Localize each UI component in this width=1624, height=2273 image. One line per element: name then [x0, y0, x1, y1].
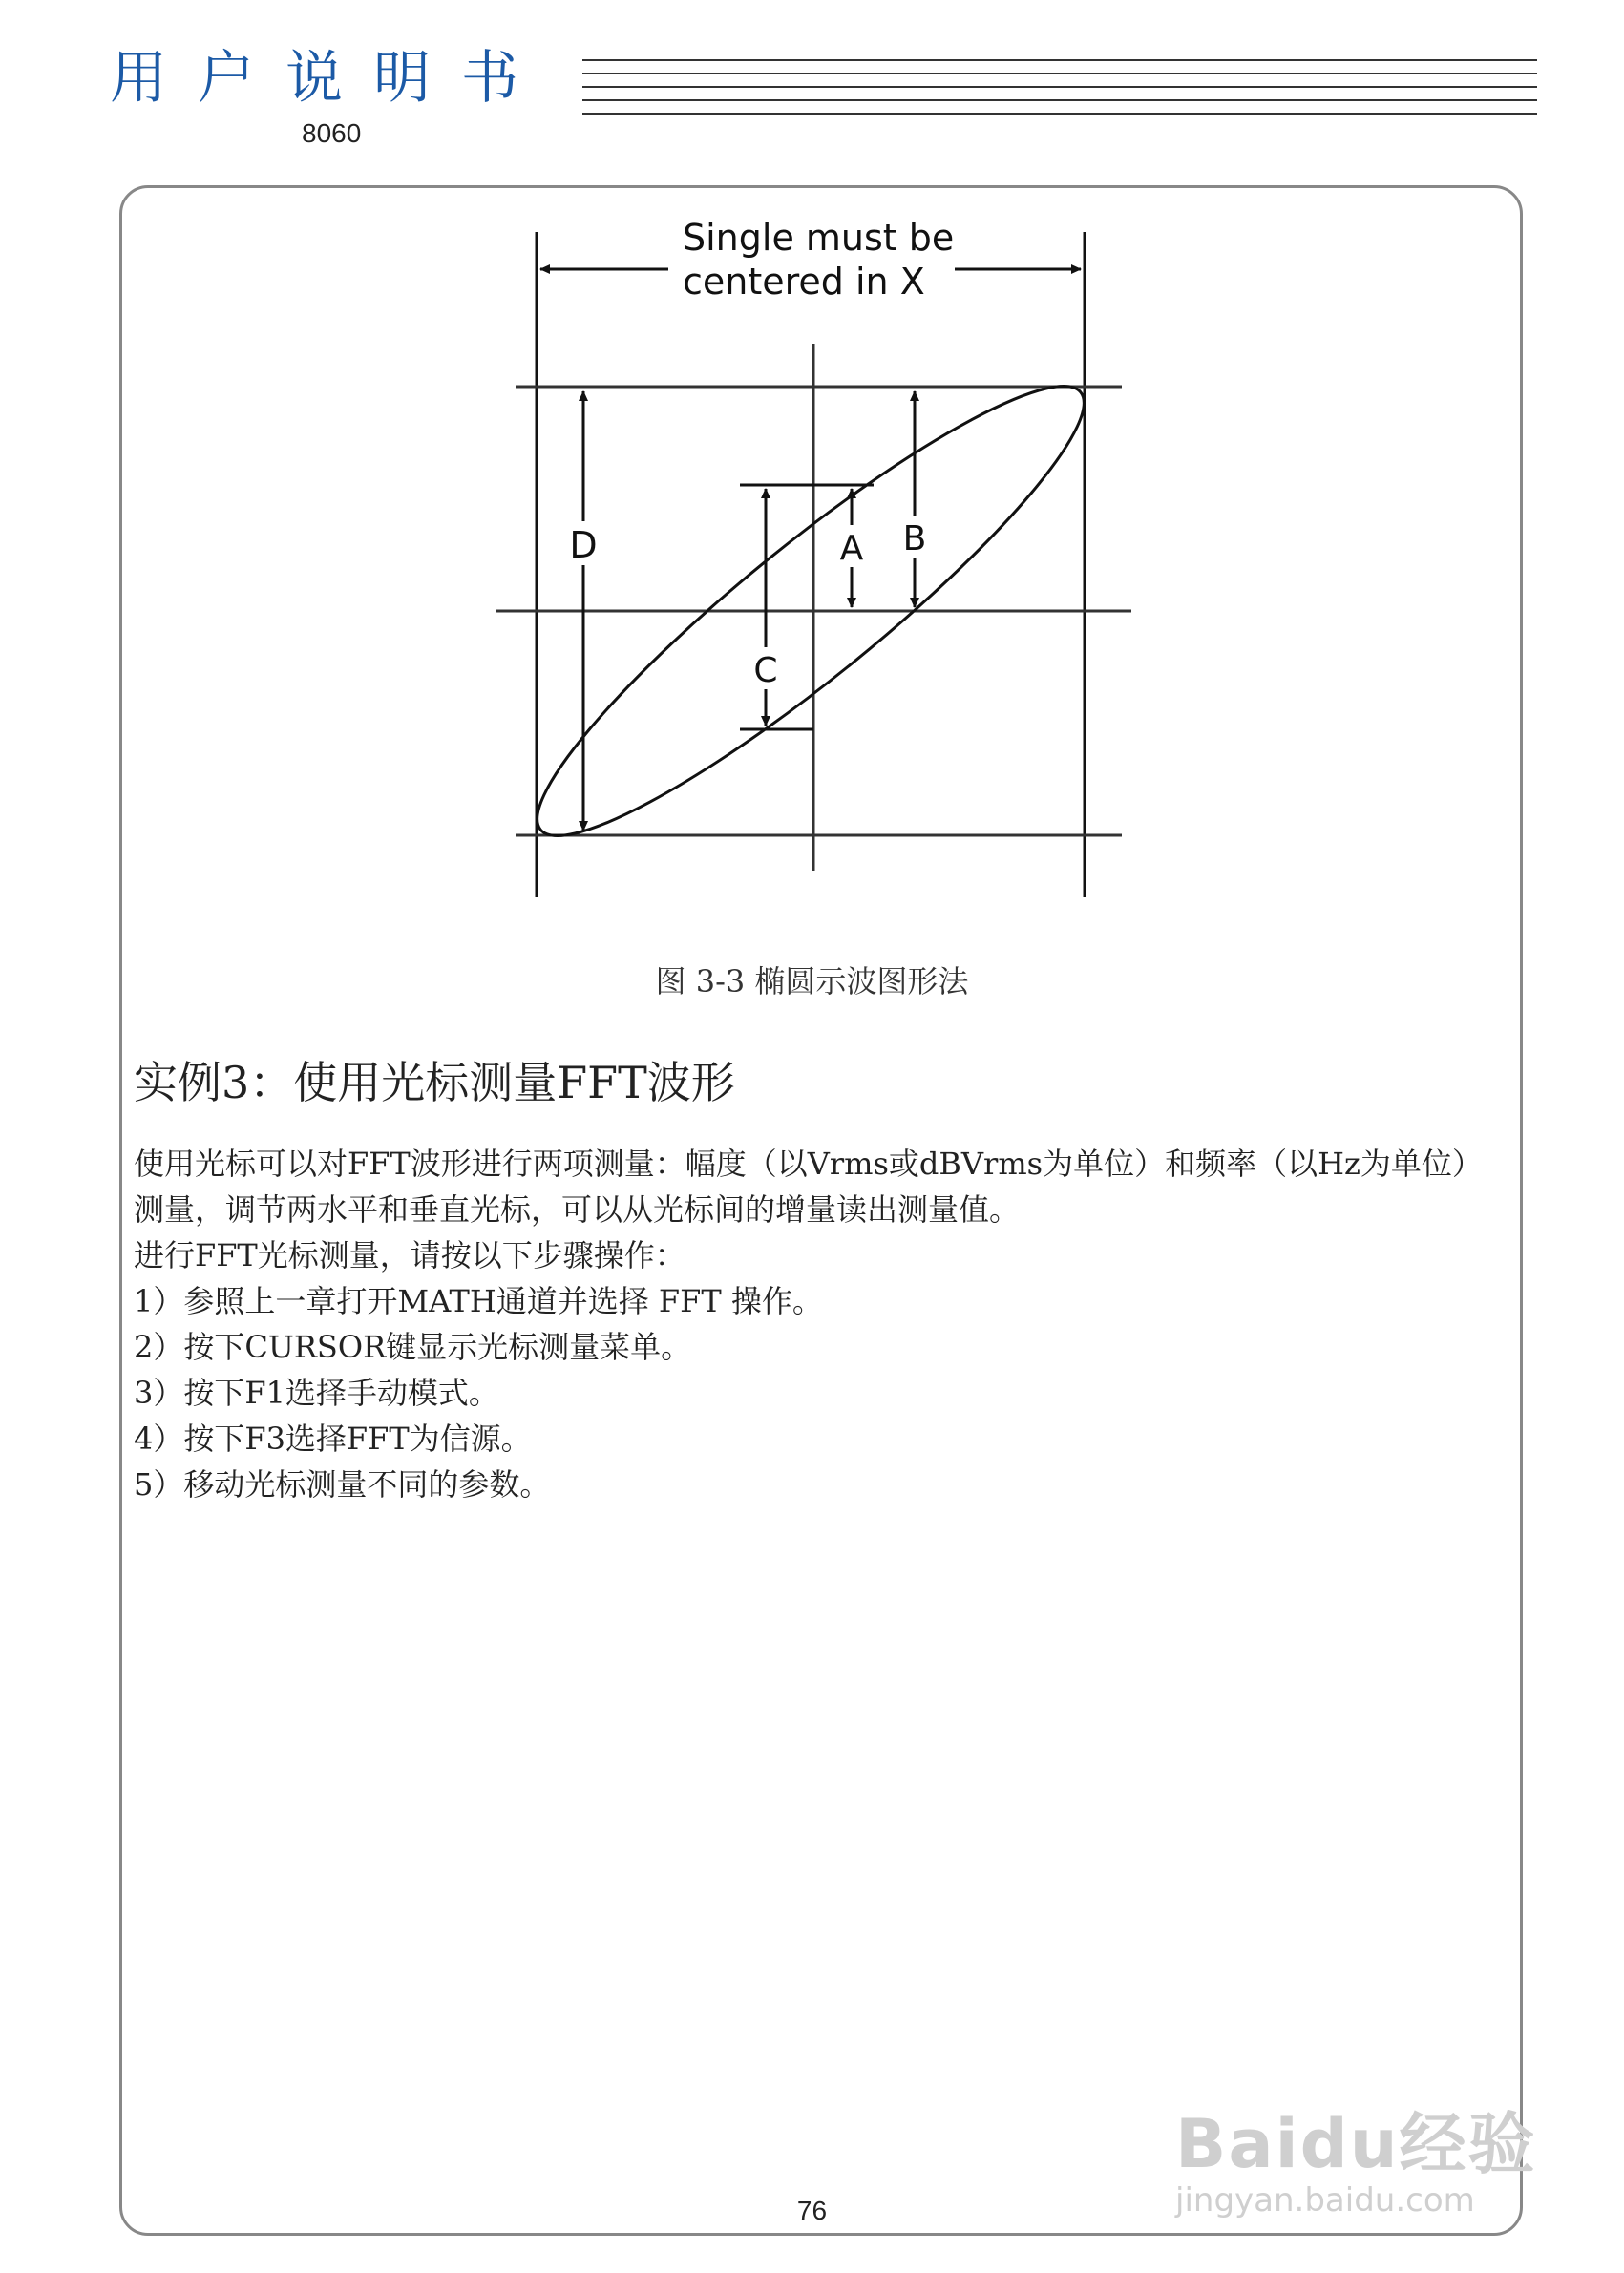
figure-caption: 图 3-3 椭圆示波图形法: [655, 963, 969, 1000]
manual-title: 用户说明书: [110, 45, 549, 112]
watermark-logo: Baidu经验: [1175, 2105, 1537, 2183]
step-item: 2）按下CURSOR键显示光标测量菜单。: [134, 1329, 692, 1365]
b-label: B: [902, 519, 927, 558]
step-item: 5）移动光标测量不同的参数。: [134, 1466, 551, 1503]
page-number: 76: [796, 2196, 828, 2225]
d-label: D: [569, 524, 598, 566]
baidu-watermark: [1175, 2091, 1538, 2234]
step-item: 3）按下F1选择手动模式。: [134, 1375, 499, 1411]
intro-paragraph: 使用光标可以对FFT波形进行两项测量：幅度（以Vrms或dBVrms为单位）和频率（以Hz为单位）测量，调节两水平和垂直光标，可以从光标间的增量读出测量值。: [134, 1146, 1483, 1228]
ellipse-diagram: [477, 210, 1146, 916]
step-item: 1）参照上一章打开MATH通道并选择 FFT 操作。: [134, 1283, 823, 1319]
figure-top-label-line1: Single must be: [683, 217, 955, 259]
a-label: A: [839, 529, 864, 568]
step-item: 4）按下F3选择FFT为信源。: [134, 1421, 532, 1457]
c-label: C: [753, 651, 778, 690]
ellipse-diagram-svg: [477, 210, 1146, 916]
steps-intro: 进行FFT光标测量，请按以下步骤操作：: [134, 1237, 685, 1273]
model-number: 8060: [302, 118, 362, 148]
steps-list: [134, 1278, 1508, 1507]
section-body: [134, 1141, 1508, 1507]
figure-top-label-line2: centered in X: [683, 261, 925, 303]
watermark-url: jingyan.baidu.com: [1175, 2181, 1475, 2220]
section-heading: 实例3：使用光标测量FFT波形: [134, 1057, 735, 1108]
header-rule-lines: [582, 59, 1537, 136]
